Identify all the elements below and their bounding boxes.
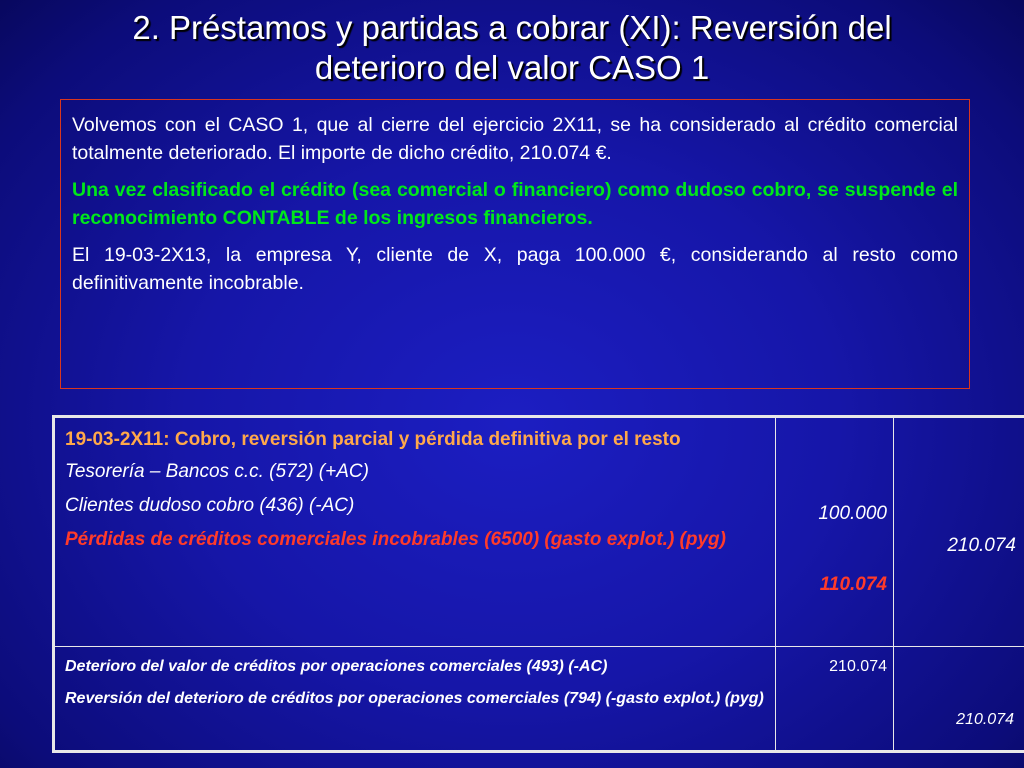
- case-paragraph-intro: Volvemos con el CASO 1, que al cierre del ejercicio 2X11, se ha considerado al crédito comercial totalmente deteriorado. El importe de dicho crédito, 210.074 €.: [72, 114, 958, 164]
- slide-title-line-2: deterioro del valor CASO 1: [314, 49, 710, 86]
- case-description-box: [60, 99, 970, 389]
- journal-row-reversal-debit: [776, 646, 894, 751]
- case-paragraph-payment: El 19-03-2X13, la empresa Y, cliente de X, paga 100.000 €, considerando al resto como definitivamente incobrable.: [72, 244, 958, 294]
- case-paragraph-highlight: Una vez clasificado el crédito (sea comercial o financiero) como dudoso cobro, se suspende el reconocimiento CONTABLE de los ingresos financieros.: [72, 179, 958, 229]
- credit-amount-reversal: 210.074: [956, 710, 1014, 728]
- journal-entry-heading: 19-03-2X11: Cobro, reversión parcial y pérdida definitiva por el resto: [65, 429, 681, 450]
- account-impairment-reversal: Reversión del deterioro de créditos por operaciones comerciales (794) (-gasto explot.) (pyg): [65, 689, 764, 707]
- debit-amount-losses: 110.074: [819, 574, 887, 595]
- journal-row-collection-debit: [776, 417, 894, 647]
- credit-amount-clients: 210.074: [947, 535, 1016, 556]
- journal-row-collection: [54, 417, 1024, 647]
- account-doubtful-clients: Clientes dudoso cobro (436) (-AC): [65, 495, 355, 516]
- journal-row-reversal-credit: [894, 646, 1024, 751]
- slide-title-line-1: 2. Préstamos y partidas a cobrar (XI): Reversión del: [132, 9, 892, 46]
- journal-entry-table: [52, 415, 1024, 753]
- journal-row-reversal: [54, 646, 1024, 751]
- account-uncollectible-losses: Pérdidas de créditos comerciales incobrables (6500) (gasto explot.) (pyg): [65, 529, 726, 550]
- account-treasury: Tesorería – Bancos c.c. (572) (+AC): [65, 461, 369, 482]
- slide-title: [20, 8, 1004, 88]
- account-impairment-allowance: Deterioro del valor de créditos por operaciones comerciales (493) (-AC): [65, 657, 608, 675]
- debit-amount-treasury: 100.000: [818, 503, 887, 524]
- journal-row-reversal-description: [54, 646, 776, 751]
- journal-row-collection-description: [54, 417, 776, 647]
- debit-amount-allowance: 210.074: [829, 657, 887, 675]
- journal-row-collection-credit: [894, 417, 1024, 647]
